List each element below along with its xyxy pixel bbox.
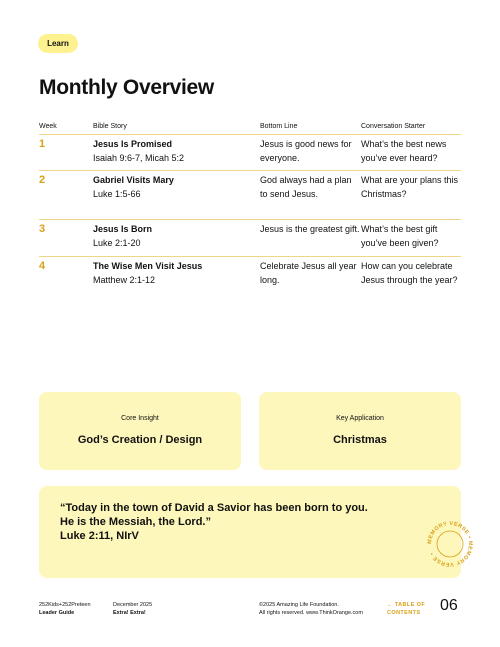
bible-story-cell <box>93 137 260 170</box>
table-row <box>39 135 461 171</box>
seal-text: MEMORY VERSE • MEMORY VERSE • <box>426 520 474 568</box>
bottom-line-cell: God always had a plan to send Jesus. <box>260 175 352 199</box>
key-application-label: Key Application <box>336 415 384 422</box>
footer-guide: Leader Guide <box>39 610 75 616</box>
story-title: Gabriel Visits Mary <box>93 175 174 185</box>
week-number: 4 <box>39 260 46 272</box>
table-row <box>39 171 461 220</box>
header-bottom-line: Bottom Line <box>260 123 298 130</box>
toc-line-2: CONTENTS <box>387 610 421 616</box>
header-conversation-starter: Conversation Starter <box>361 123 426 130</box>
footer-copyright <box>259 601 363 617</box>
header-bible-story: Bible Story <box>93 123 127 130</box>
memory-verse-seal-icon <box>425 519 475 569</box>
story-title: Jesus Is Promised <box>93 139 173 149</box>
footer-program <box>39 601 91 617</box>
bible-story-cell <box>93 259 260 297</box>
footer-series-name: Extra! Extra! <box>113 610 146 616</box>
overview-table <box>39 119 461 297</box>
core-insight-value: God’s Creation / Design <box>77 434 203 446</box>
core-insight-label: Core Insight <box>121 415 159 422</box>
footer-series <box>113 601 152 617</box>
section-badge: Learn <box>38 34 78 53</box>
story-title: The Wise Men Visit Jesus <box>93 261 203 271</box>
table-header <box>39 119 461 135</box>
bottom-line-cell: Celebrate Jesus all year long. <box>260 261 357 285</box>
verse-reference: Luke 2:11, NIrV <box>60 530 139 542</box>
verse-line-1: “Today in the town of David a Savior has been born to you. <box>60 502 368 514</box>
key-application-card <box>259 392 461 470</box>
table-row <box>39 257 461 297</box>
conversation-starter-cell: What’s the best gift you’ve been given? <box>361 224 439 248</box>
story-title: Jesus Is Born <box>93 224 153 234</box>
core-insight-card <box>39 392 241 470</box>
story-reference: Matthew 2:1-12 <box>93 275 156 285</box>
table-row <box>39 220 461 257</box>
story-reference: Luke 2:1-20 <box>93 238 141 248</box>
conversation-starter-cell: How can you celebrate Jesus through the year? <box>361 261 458 285</box>
story-reference: Isaiah 9:6-7, Micah 5:2 <box>93 153 185 163</box>
footer-rights-line: All rights reserved. www.ThinkOrange.com <box>259 610 363 616</box>
header-week: Week <box>39 123 57 130</box>
svg-text:MEMORY VERSE • MEMORY VERSE • <box>427 521 473 567</box>
page-title: Monthly Overview <box>39 76 214 99</box>
conversation-starter-cell: What’s the best news you’ve ever heard? <box>361 139 447 163</box>
story-reference: Luke 1:5-66 <box>93 189 141 199</box>
toc-line-1: ← TABLE OF <box>387 602 426 608</box>
page-number: 06 <box>440 597 458 614</box>
verse-line-2: He is the Messiah, the Lord.” <box>60 516 211 528</box>
conversation-starter-cell: What are your plans this Christmas? <box>361 175 459 199</box>
bottom-line-cell: Jesus is good news for everyone. <box>260 139 352 163</box>
footer-date: December 2025 <box>113 602 153 608</box>
memory-verse-box <box>39 486 474 578</box>
week-number: 1 <box>39 138 46 150</box>
week-number: 3 <box>39 223 46 235</box>
footer-program-name: 252Kids+252Preteen <box>39 602 91 608</box>
week-number: 2 <box>39 174 46 186</box>
footer-copyright-line: ©2025 Amazing Life Foundation. <box>259 602 339 608</box>
bottom-line-cell: Jesus is the greatest gift. <box>260 224 360 234</box>
bible-story-cell <box>93 173 260 219</box>
table-of-contents-link[interactable] <box>387 601 425 617</box>
memory-verse-text <box>60 501 390 543</box>
bible-story-cell <box>93 222 260 256</box>
key-application-value: Christmas <box>333 434 387 446</box>
